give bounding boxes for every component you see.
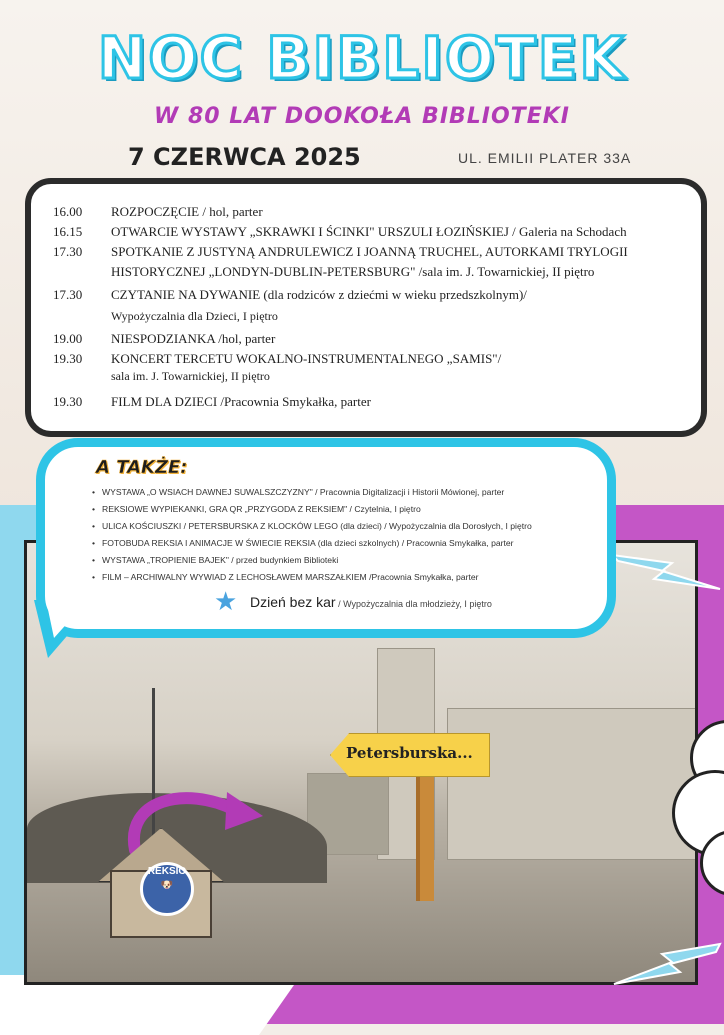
schedule-text: FILM DLA DZIECI /Pracownia Smykałka, parter [111, 394, 371, 409]
schedule-time: 19.00 [53, 331, 83, 346]
also-list [92, 484, 592, 586]
list-item: • ULICA KOŚCIUSZKI / PETERSBURSKA Z KLOCKÓW LEGO (dla dzieci) / Wypożyczalnia dla Dorosłych, I piętro [92, 518, 592, 535]
schedule-time: 17.30 [53, 244, 83, 259]
special-location: / Wypożyczalnia dla młodzieży, I piętro [335, 599, 492, 609]
schedule-text: NIESPODZIANKA /hol, parter [111, 331, 276, 346]
event-address: UL. EMILII PLATER 33A [458, 150, 632, 166]
schedule-text: ROZPOCZĘCIE / hol, parter [111, 204, 263, 219]
list-item: • REKSIOWE WYPIEKANKI, GRA QR „PRZYGODA Z REKSIEM" / Czytelnia, I piętro [92, 501, 592, 518]
lightning-icon [612, 940, 722, 990]
event-date: 7 CZERWCA 2025 [128, 143, 361, 171]
schedule-text: CZYTANIE NA DYWANIE (dla rodziców z dziećmi w wieku przedszkolnym)/ [111, 287, 527, 302]
list-item: • WYSTAWA „O WSIACH DAWNEJ SUWALSZCZYZNY" / Pracownia Digitalizacji i Historii Mówionej, parter [92, 484, 592, 501]
curved-arrow-icon [115, 780, 265, 860]
schedule-time: 16.00 [53, 204, 83, 219]
schedule-box [25, 178, 707, 437]
schedule-time: 19.30 [53, 351, 83, 366]
also-heading: A TAKŻE: [96, 457, 188, 478]
schedule-text: Wypożyczalnia dla Dzieci, I piętro [111, 309, 278, 323]
library-building [447, 708, 698, 860]
list-item: • FOTOBUDA REKSIA I ANIMACJE W ŚWIECIE REKSIA (dla dzieci szkolnych) / Pracownia Smykałka, parter [92, 535, 592, 552]
page-title: NOC BIBLIOTEK [97, 24, 627, 92]
list-item: • FILM – ARCHIWALNY WYWIAD Z LECHOSŁAWEM MARSZAŁKIEM /Pracownia Smykałka, parter [92, 569, 592, 586]
star-icon: ★ [214, 586, 238, 616]
lightning-icon [612, 545, 722, 595]
schedule-time: 17.30 [53, 287, 83, 302]
special-label: Dzień bez kar [250, 594, 336, 610]
reksio-logo: REKSIO 🐶 [140, 862, 194, 916]
sign-post [416, 777, 434, 901]
schedule-text: KONCERT TERCETU WOKALNO-INSTRUMENTALNEGO „SAMIS"/ [111, 351, 502, 366]
street-sign-text: Petersburska... [346, 744, 473, 762]
reksio-label: REKSIO [147, 866, 187, 877]
bubble-tail-inner [46, 600, 88, 638]
special-offer [250, 594, 492, 610]
list-item: • WYSTAWA „TROPIENIE BAJEK" / przed budynkiem Biblioteki [92, 552, 592, 569]
schedule-text: OTWARCIE WYSTAWY „SKRAWKI I ŚCINKI" URSZULI ŁOZIŃSKIEJ / Galeria na Schodach [111, 224, 627, 239]
schedule-text: SPOTKANIE Z JUSTYNĄ ANDRULEWICZ I JOANNĄ TRUCHEL, AUTORKAMI TRYLOGII [111, 244, 628, 259]
schedule-time: 16.15 [53, 224, 83, 239]
schedule-text: HISTORYCZNEJ „LONDYN-DUBLIN-PETERSBURG" /sala im. J. Towarnickiej, II piętro [111, 264, 595, 279]
schedule-time: 19.30 [53, 394, 83, 409]
page-subtitle: W 80 LAT DOOKOŁA BIBLIOTEKI [154, 104, 570, 129]
schedule-text: sala im. J. Towarnickiej, II piętro [111, 369, 270, 383]
